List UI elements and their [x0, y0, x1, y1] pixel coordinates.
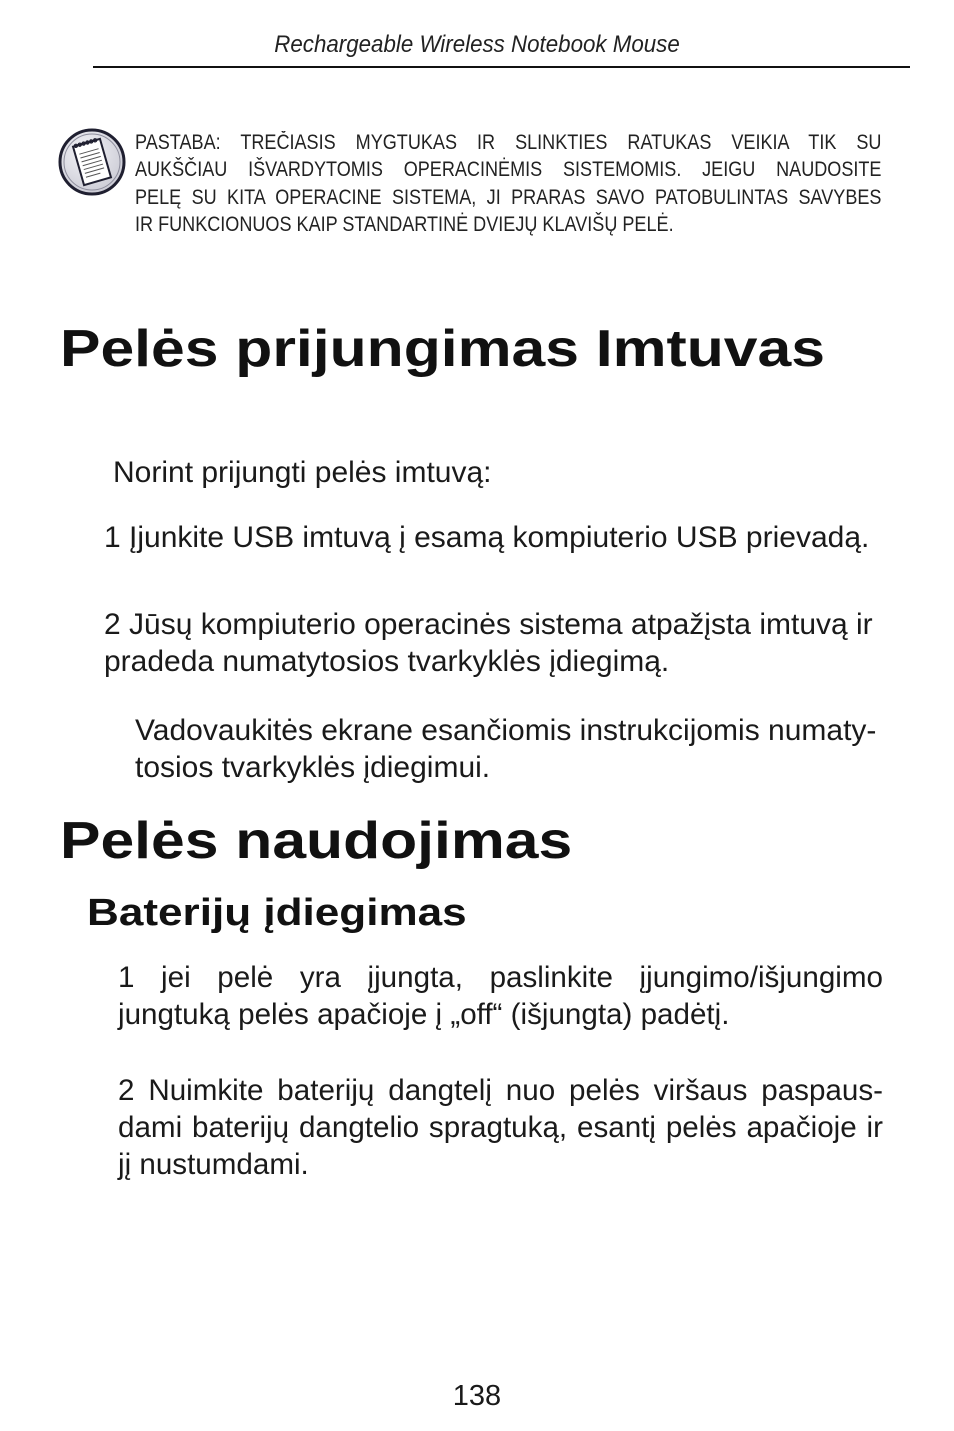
running-header-title: Rechargeable Wireless Notebook Mouse: [274, 31, 680, 58]
page-number: 138: [452, 1380, 502, 1412]
instruction-text: [135, 712, 876, 786]
subheading-battery: Baterijų įdiegimas: [87, 892, 467, 934]
note-line: IR FUNKCIONUOS KAIP STANDARTINĖ DVIEJŲ KLAVIŠŲ PELĖ.: [135, 212, 674, 236]
battery-step-2-text: [118, 1072, 883, 1183]
battery-step-1-line: 1 jei pelė yra įjungta, paslinkite įjungimo/išjungimo: [118, 961, 883, 994]
instruction-line: Vadovaukitės ekrane esančiomis instrukcijomis numaty-: [135, 714, 877, 747]
step-2-text: [104, 606, 873, 680]
battery-step-2-line: 2 Nuimkite baterijų dangtelį nuo pelės viršaus paspaus-: [118, 1074, 883, 1107]
note-line: PASTABA: TREČIASIS MYGTUKAS IR SLINKTIES RATUKAS VEIKIA TIK SU: [135, 131, 882, 154]
note-line: AUKŠČIAU IŠVARDYTOMIS OPERACINĖMIS SISTEMOMIS. JEIGU NAUDOSITE: [135, 158, 882, 182]
note-line: PELĘ SU KITA OPERACINE SISTEMA, JI PRARAS SAVO PATOBULINTAS SAVYBES: [135, 185, 882, 209]
battery-step-1-text: [118, 959, 883, 1033]
step-2-line: pradeda numatytosios tvarkyklės įdiegimą.: [104, 645, 670, 678]
battery-step-2-line: dami baterijų dangtelio spragtuką, esantį pelės apačioje ir: [118, 1111, 883, 1144]
running-header: [0, 31, 954, 59]
instruction-line: tosios tvarkyklės įdiegimui.: [135, 751, 491, 784]
battery-step-1-line: jungtuką pelės apačioje į „off“ (išjungta) padėtį.: [118, 998, 730, 1031]
header-rule: [93, 66, 910, 68]
intro-text: Norint prijungti pelės imtuvą:: [113, 456, 492, 489]
step-2-line: 2 Jūsų kompiuterio operacinės sistema atpažįsta imtuvą ir: [104, 608, 873, 641]
section-heading-connect: Pelės prijungimas Imtuvas: [60, 320, 825, 378]
notepad-icon: [57, 127, 127, 197]
note-text: [135, 129, 881, 238]
section-heading-use: Pelės naudojimas: [60, 812, 573, 870]
step-1-text: 1 Įjunkite USB imtuvą į esamą kompiuterio USB prievadą.: [104, 521, 870, 554]
battery-step-2-line: jį nustumdami.: [118, 1148, 309, 1181]
